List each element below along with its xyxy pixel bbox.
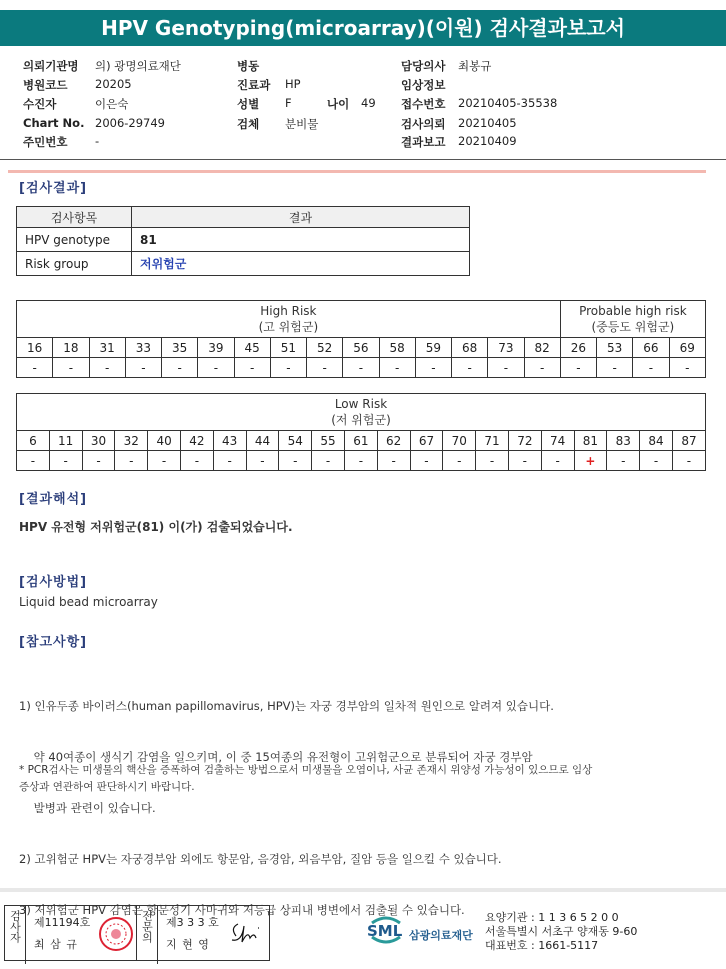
genotype-result-cell: - [476, 451, 509, 471]
dept-label: 진료과 [237, 78, 271, 92]
genotype-result-cell: - [343, 358, 379, 378]
clinical-label: 임상정보 [401, 78, 446, 92]
examiner-cell [26, 906, 137, 960]
request-value: 20210405 [458, 116, 517, 130]
footnote [19, 762, 592, 796]
high-risk-result-row [17, 358, 706, 378]
high-risk-subtitle: (고 위험군) [258, 320, 319, 334]
sex-label: 성별 [237, 97, 260, 111]
probable-high-risk-subtitle: (중등도 위험군) [591, 320, 675, 334]
age-label: 나이 [327, 97, 350, 111]
genotype-result-cell: - [488, 358, 524, 378]
genotype-cell: 26 [560, 338, 596, 358]
genotype-result-cell: - [344, 451, 377, 471]
low-risk-header [17, 394, 706, 431]
genotype-cell: 43 [213, 431, 246, 451]
table-row [17, 252, 470, 276]
genotype-result-cell: - [180, 451, 213, 471]
note-line: 2) 고위험군 HPV는 자궁경부암 외에도 항문암, 음경암, 외음부암, 질암 등을 일으킬 수 있습니다. [19, 852, 502, 866]
signature-box [4, 905, 270, 961]
genotype-result-cell: - [17, 358, 53, 378]
genotype-result-cell: - [377, 451, 410, 471]
genotype-result-cell: - [213, 451, 246, 471]
genotype-cell: 30 [82, 431, 115, 451]
report-value: 20210409 [458, 134, 517, 148]
specialist-label-text: 전문의 [140, 910, 154, 943]
genotype-cell: 74 [541, 431, 574, 451]
low-risk-title: Low Risk [334, 397, 388, 411]
genotype-cell: 16 [17, 338, 53, 358]
receipt-label: 접수번호 [401, 97, 446, 111]
doctor-label: 담당의사 [401, 59, 446, 73]
genotype-cell: 70 [443, 431, 476, 451]
genotype-cell: 44 [246, 431, 279, 451]
section-interpretation-title: [결과해석] [19, 492, 88, 507]
note-line: 약 40여종이 생식기 감염을 일으키며, 이 중 15여종의 유전형이 고위험군으로 분류되어 자궁 경부암 [19, 750, 533, 764]
dept-value: HP [285, 77, 301, 91]
examiner-label [5, 906, 26, 964]
code-label: 병원코드 [23, 78, 68, 92]
interpretation-text: HPV 유전형 저위험군(81) 이(가) 검출되었습니다. [19, 520, 293, 534]
genotype-cell: 87 [672, 431, 705, 451]
specialist-signature [228, 916, 266, 948]
genotype-result-cell: - [82, 451, 115, 471]
report-label: 결과보고 [401, 135, 446, 149]
high-risk-type-row [17, 338, 706, 358]
result-value: 저위험군 [132, 252, 470, 276]
genotype-result-cell: - [115, 451, 148, 471]
genotype-cell: 40 [148, 431, 181, 451]
age-value: 49 [361, 96, 376, 110]
examiner-no: 제11194호 [34, 916, 91, 929]
patient-value: 이은숙 [95, 97, 129, 111]
genotype-cell: 72 [508, 431, 541, 451]
section-notes-title: [참고사항] [19, 635, 88, 650]
genotype-result-cell: - [125, 358, 161, 378]
genotype-result-cell: - [17, 451, 50, 471]
request-label: 검사의뢰 [401, 117, 446, 131]
result-value: 81 [132, 228, 470, 252]
genotype-result-cell: - [307, 358, 343, 378]
specialist-no: 제3 3 3 호 [166, 916, 219, 929]
table-row [17, 228, 470, 252]
footnote-line: * PCR검사는 미생물의 핵산을 증폭하여 검출하는 방법으로서 미생물을 오염이나, 사균 존재시 위양성 가능성이 있으므로 임상 [19, 764, 593, 776]
genotype-cell: 84 [640, 431, 673, 451]
genotype-result-cell: - [560, 358, 596, 378]
genotype-result-cell: - [279, 451, 312, 471]
genotype-result-cell: - [246, 451, 279, 471]
org-label: 의뢰기관명 [23, 59, 79, 73]
method-text: Liquid bead microarray [19, 595, 158, 609]
genotype-cell: 11 [49, 431, 82, 451]
examiner-name: 최 삼 규 [34, 938, 78, 951]
genotype-cell: 59 [415, 338, 451, 358]
genotype-cell: 69 [669, 338, 706, 358]
genotype-cell: 71 [476, 431, 509, 451]
genotype-result-cell: - [443, 451, 476, 471]
low-risk-type-row [17, 431, 706, 451]
genotype-cell: 67 [410, 431, 443, 451]
high-risk-table [16, 300, 706, 378]
probable-high-risk-title: Probable high risk [579, 304, 687, 318]
note-line: 발병과 관련이 있습니다. [19, 801, 156, 815]
patient-label: 수진자 [23, 97, 57, 111]
result-header-item: 검사항목 [17, 207, 132, 228]
low-risk-subtitle: (저 위험군) [331, 413, 391, 427]
genotype-result-cell: - [633, 358, 669, 378]
genotype-cell: 81 [574, 431, 607, 451]
examiner-seal [99, 917, 133, 951]
sex-value: F [285, 96, 292, 110]
result-header-result: 결과 [132, 207, 470, 228]
footer-divider [0, 888, 726, 892]
footnote-line: 증상과 연관하여 판단하시기 바랍니다. [19, 781, 195, 793]
genotype-cell: 18 [53, 338, 89, 358]
genotype-cell: 66 [633, 338, 669, 358]
genotype-cell: 51 [270, 338, 306, 358]
genotype-result-cell: - [452, 358, 488, 378]
genotype-cell: 53 [597, 338, 633, 358]
specialist-name: 지 현 영 [166, 938, 210, 951]
result-item: HPV genotype [17, 228, 132, 252]
report-title: HPV Genotyping(microarray)(이원) 검사결과보고서 [0, 10, 726, 46]
genotype-result-cell: - [541, 451, 574, 471]
doctor-value: 최봉규 [458, 59, 492, 73]
specialist-cell [158, 906, 269, 960]
genotype-result-cell: - [607, 451, 640, 471]
org-value: 의) 광명의료재단 [95, 59, 181, 73]
genotype-result-cell: - [234, 358, 270, 378]
section-result-title: [검사결과] [19, 181, 88, 196]
logo-text: SML [367, 922, 403, 940]
genotype-cell: 73 [488, 338, 524, 358]
org-name: 삼광의료재단 [409, 929, 473, 942]
genotype-cell: 45 [234, 338, 270, 358]
receipt-value: 20210405-35538 [458, 96, 558, 110]
genotype-cell: 33 [125, 338, 161, 358]
code-value: 20205 [95, 77, 132, 91]
genotype-result-cell: - [669, 358, 706, 378]
high-risk-title: High Risk [260, 304, 317, 318]
genotype-result-cell: - [410, 451, 443, 471]
result-table [16, 206, 470, 276]
genotype-result-cell: - [640, 451, 673, 471]
genotype-result-cell: - [508, 451, 541, 471]
phone: 대표번호 : 1661-5117 [485, 939, 599, 952]
genotype-cell: 31 [89, 338, 125, 358]
ward-label: 병동 [237, 59, 260, 73]
chart-label: Chart No. [23, 116, 85, 130]
specimen-label: 검체 [237, 117, 260, 131]
result-item: Risk group [17, 252, 132, 276]
genotype-cell: 52 [307, 338, 343, 358]
address: 서울특별시 서초구 양재동 9-60 [485, 925, 638, 938]
section-accent-bar [8, 170, 706, 173]
genotype-result-cell: - [49, 451, 82, 471]
examiner-label-text: 검사자 [8, 910, 22, 943]
genotype-cell: 83 [607, 431, 640, 451]
genotype-result-cell: - [89, 358, 125, 378]
genotype-cell: 54 [279, 431, 312, 451]
genotype-cell: 56 [343, 338, 379, 358]
genotype-result-cell: - [53, 358, 89, 378]
genotype-cell: 39 [198, 338, 234, 358]
rrn-value: - [95, 134, 100, 148]
probable-high-risk-header [560, 301, 705, 338]
genotype-cell: 35 [162, 338, 198, 358]
header-divider [0, 159, 726, 160]
notes-list [19, 664, 554, 936]
genotype-result-cell: - [597, 358, 633, 378]
genotype-result-cell: - [198, 358, 234, 378]
note-line: 3) 저위험군 HPV 감염은 항문성기 사마귀와 저등급 상피내 병변에서 검출될 수 있습니다. [19, 903, 465, 917]
genotype-result-cell: - [312, 451, 345, 471]
chart-value: 2006-29749 [95, 116, 165, 130]
company-logo [366, 913, 473, 951]
low-risk-result-row [17, 451, 706, 471]
footer-address [485, 911, 637, 953]
genotype-cell: 68 [452, 338, 488, 358]
genotype-result-cell: - [672, 451, 705, 471]
genotype-result-cell: - [415, 358, 451, 378]
genotype-cell: 6 [17, 431, 50, 451]
genotype-cell: 42 [180, 431, 213, 451]
rrn-label: 주민번호 [23, 135, 68, 149]
genotype-cell: 32 [115, 431, 148, 451]
genotype-cell: 55 [312, 431, 345, 451]
genotype-cell: 82 [524, 338, 560, 358]
genotype-result-cell: - [270, 358, 306, 378]
patient-info [0, 0, 726, 160]
agency-no: 요양기관 : 1 1 3 6 5 2 0 0 [485, 911, 619, 924]
high-risk-header [17, 301, 561, 338]
genotype-result-cell: - [379, 358, 415, 378]
genotype-cell: 58 [379, 338, 415, 358]
genotype-result-cell: - [524, 358, 560, 378]
low-risk-table [16, 393, 706, 471]
section-method-title: [검사방법] [19, 575, 88, 590]
genotype-result-cell: + [574, 451, 607, 471]
genotype-cell: 61 [344, 431, 377, 451]
specimen-value: 분비물 [285, 117, 319, 131]
genotype-result-cell: - [148, 451, 181, 471]
note-line: 1) 인유두종 바이러스(human papillomavirus, HPV)는 자궁 경부암의 일차적 원인으로 알려져 있습니다. [19, 699, 554, 713]
genotype-cell: 62 [377, 431, 410, 451]
specialist-label [137, 906, 158, 964]
genotype-result-cell: - [162, 358, 198, 378]
